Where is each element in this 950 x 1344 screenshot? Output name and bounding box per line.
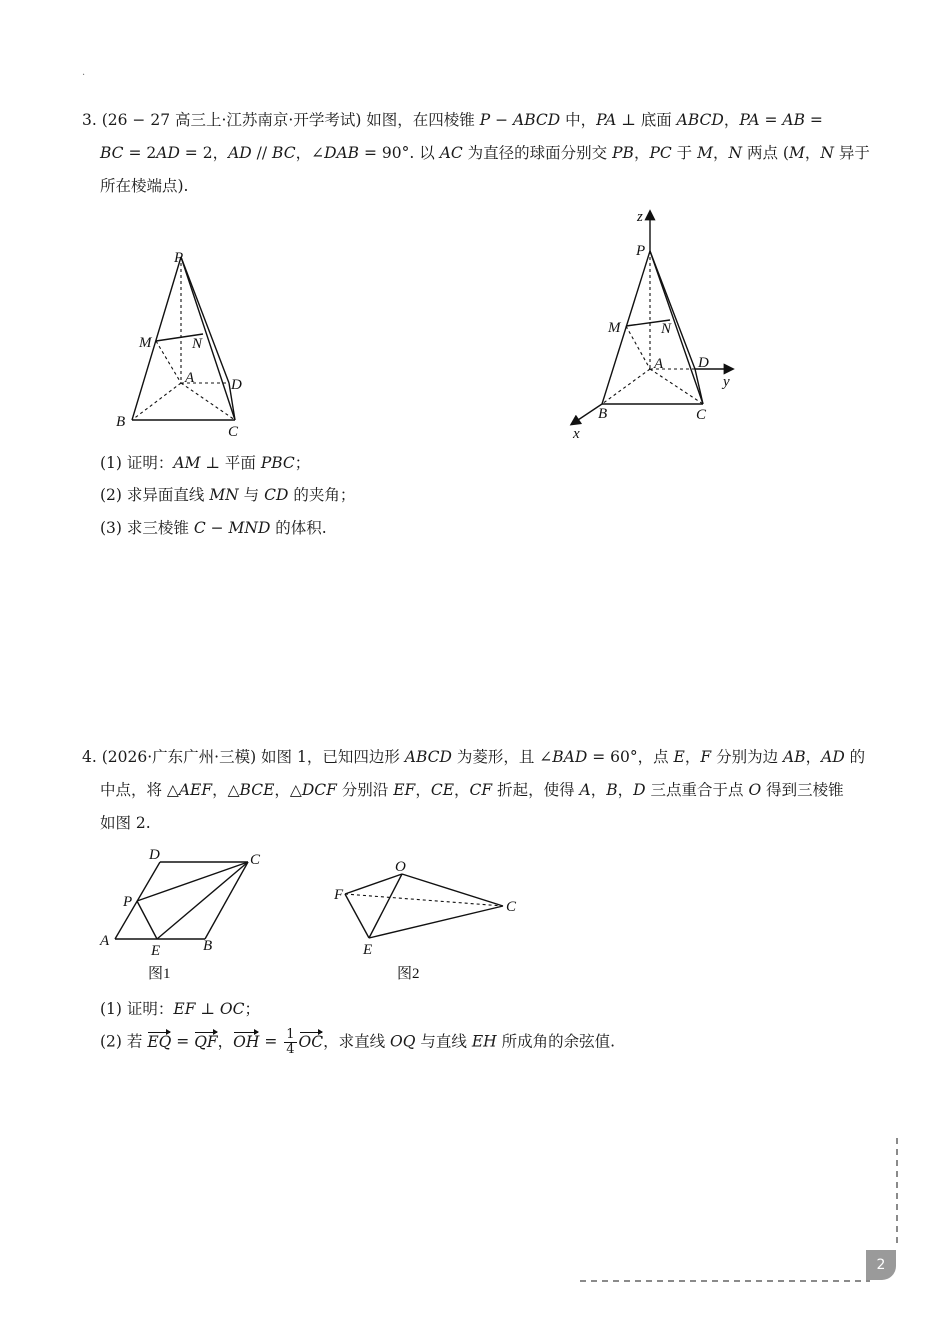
caption-figure-2: 图2 xyxy=(397,966,420,982)
text-run: = xyxy=(759,111,783,129)
text-run: ，△ xyxy=(212,781,240,799)
math-symbol: M xyxy=(788,144,805,162)
fraction-numerator: 1 xyxy=(286,1027,295,1042)
text-run: ， xyxy=(415,781,431,799)
text-run: 两点 ( xyxy=(742,144,789,162)
q4-subquestion-2 xyxy=(100,1028,615,1057)
math-symbol: OC xyxy=(219,1000,245,1018)
text-run: ⊥ xyxy=(195,1000,220,1018)
q4-sub2-sep: ， xyxy=(217,1032,234,1051)
q4-sub2-mid: ，求直线 xyxy=(323,1032,391,1051)
math-symbol: P − ABCD xyxy=(479,111,561,129)
math-symbol: F xyxy=(700,748,712,766)
math-symbol: CD xyxy=(264,486,289,504)
q3-line-1 xyxy=(82,104,882,137)
q3-subquestion-3 xyxy=(100,516,327,538)
text-run: 于 xyxy=(671,144,698,162)
q3-line-3 xyxy=(82,170,882,203)
line-OQ: OQ xyxy=(390,1032,416,1051)
question-3-stem xyxy=(82,104,882,203)
text-run: = 90°. 以 xyxy=(359,144,440,162)
text-run: ， xyxy=(454,781,470,799)
math-symbol: EF xyxy=(173,1000,196,1018)
text-run: 分别沿 xyxy=(336,781,394,799)
q3-subquestion-2 xyxy=(100,483,355,505)
label-D: D xyxy=(149,847,160,863)
text-run: 的 xyxy=(844,748,866,766)
text-run: ， xyxy=(712,144,729,162)
label-B: B xyxy=(116,414,126,430)
math-symbol: AD xyxy=(228,144,252,162)
text-run: 中， xyxy=(560,111,597,129)
math-symbol: PA xyxy=(596,111,617,129)
q3-subquestion-1 xyxy=(100,451,310,473)
math-symbol: AD xyxy=(821,748,845,766)
page-top-mark: · xyxy=(82,70,86,81)
text-run: = xyxy=(805,111,823,129)
label-A: A xyxy=(654,356,664,372)
page-number: 2 xyxy=(866,1250,896,1280)
q4-sub2-eq1: = xyxy=(171,1032,195,1051)
axis-y-label: y xyxy=(723,374,730,390)
math-symbol: AB xyxy=(783,748,806,766)
label-C: C xyxy=(250,852,261,868)
q3-figure-pyramid xyxy=(105,240,265,440)
text-run: (1) 证明： xyxy=(100,454,174,472)
label-C: C xyxy=(228,424,239,440)
text-run: 异于 xyxy=(833,144,870,162)
page-corner-decoration xyxy=(570,1130,910,1290)
math-symbol: PBC xyxy=(260,454,295,472)
label-N: N xyxy=(661,321,672,337)
label-P: P xyxy=(636,243,646,259)
math-symbol: PB xyxy=(612,144,634,162)
math-symbol: PA xyxy=(739,111,760,129)
text-run: (1) 证明： xyxy=(100,1000,174,1018)
label-P: P xyxy=(123,894,133,910)
math-symbol: ABCD xyxy=(676,111,724,129)
text-run: 中点，将 △ xyxy=(100,781,179,799)
q4-line-1 xyxy=(82,741,882,774)
text-run: = 60°，点 xyxy=(587,748,674,766)
text-run: 4. (2026·广东广州·三模) 如图 1，已知四边形 xyxy=(82,748,405,766)
q4-sub2-mid2: 与直线 xyxy=(415,1032,472,1051)
vector-OH: OH xyxy=(233,1032,260,1051)
label-F: F xyxy=(334,887,344,903)
q4-sub2-prefix: (2) 若 xyxy=(100,1032,148,1051)
fraction-one-quarter xyxy=(284,1028,296,1057)
q3-figure-coordinate xyxy=(560,200,750,445)
q4-line-2 xyxy=(82,774,882,807)
vector-QF: QF xyxy=(194,1032,218,1051)
text-run: 3. (26 − 27 高三上·江苏南京·开学考试) 如图，在四棱锥 xyxy=(82,111,480,129)
label-P: P xyxy=(174,250,184,266)
text-run: 的体积. xyxy=(270,519,327,537)
caption-figure-1: 图1 xyxy=(148,966,171,982)
label-B: B xyxy=(203,938,213,954)
axis-x-label: x xyxy=(573,426,580,442)
text-run: ⊥ 底面 xyxy=(616,111,677,129)
q4-figure-2-tetrahedron xyxy=(325,850,535,985)
text-run: ， xyxy=(805,748,822,766)
text-run: 如图 2. xyxy=(100,814,151,832)
label-E: E xyxy=(151,943,161,959)
label-D: D xyxy=(698,355,709,371)
question-4-stem xyxy=(82,741,882,840)
text-run: 三点重合于点 xyxy=(645,781,749,799)
line-EH: EH xyxy=(471,1032,497,1051)
text-run: ； xyxy=(294,454,311,472)
text-run: ， xyxy=(617,781,634,799)
text-run: ， xyxy=(633,144,650,162)
q4-line-3 xyxy=(82,807,882,840)
text-run: = 2 xyxy=(123,144,157,162)
math-symbol: PC xyxy=(649,144,672,162)
text-run: ， xyxy=(804,144,821,162)
label-M: M xyxy=(608,320,621,336)
q3-line-2 xyxy=(82,137,882,170)
label-E: E xyxy=(363,942,373,958)
text-run: ，△ xyxy=(274,781,302,799)
text-run: ⊥ 平面 xyxy=(200,454,261,472)
math-symbol: CF xyxy=(469,781,493,799)
math-symbol: BC xyxy=(272,144,296,162)
math-symbol: BC xyxy=(100,144,124,162)
q4-sub2-suffix: 所成角的余弦值. xyxy=(496,1032,616,1051)
label-N: N xyxy=(192,336,203,352)
math-symbol: DCF xyxy=(301,781,337,799)
math-symbol: BAD xyxy=(552,748,588,766)
text-run: 所在棱端点). xyxy=(100,177,189,195)
text-run: 得到三棱锥 xyxy=(761,781,844,799)
text-run: = 2， xyxy=(179,144,229,162)
math-symbol: A xyxy=(579,781,591,799)
text-run: ， xyxy=(590,781,607,799)
math-symbol: E xyxy=(673,748,685,766)
text-run: 分别为边 xyxy=(711,748,784,766)
label-M: M xyxy=(139,335,152,351)
math-symbol: D xyxy=(633,781,646,799)
math-symbol: C − MND xyxy=(193,519,271,537)
math-symbol: AEF xyxy=(178,781,213,799)
math-symbol: AC xyxy=(439,144,463,162)
text-run: ，∠ xyxy=(295,144,325,162)
text-run: ， xyxy=(684,748,701,766)
math-symbol: EF xyxy=(393,781,416,799)
math-symbol: N xyxy=(820,144,834,162)
text-run: (3) 求三棱锥 xyxy=(100,519,194,537)
math-symbol: MN xyxy=(209,486,239,504)
text-run: 折起，使得 xyxy=(492,781,580,799)
axis-z-label: z xyxy=(637,209,643,225)
q4-figure-1-rhombus xyxy=(95,840,275,985)
text-run: 为直径的球面分别交 xyxy=(462,144,613,162)
label-O: O xyxy=(395,859,406,875)
text-run: 为菱形，且 ∠ xyxy=(451,748,553,766)
label-C: C xyxy=(696,407,707,423)
text-run: ； xyxy=(244,1000,260,1018)
math-symbol: O xyxy=(748,781,762,799)
q4-sub2-eq2: = xyxy=(259,1032,283,1051)
text-run: // xyxy=(251,144,273,162)
math-symbol: AD xyxy=(156,144,180,162)
label-C: C xyxy=(506,899,517,915)
text-run: 的夹角； xyxy=(288,486,356,504)
math-symbol: DAB xyxy=(324,144,360,162)
text-run: (2) 求异面直线 xyxy=(100,486,210,504)
label-A: A xyxy=(185,370,195,386)
math-symbol: ABCD xyxy=(404,748,452,766)
label-A: A xyxy=(100,933,110,949)
label-D: D xyxy=(231,377,242,393)
text-run: ， xyxy=(723,111,740,129)
text-run: 与 xyxy=(238,486,265,504)
q4-subquestion-1 xyxy=(100,997,260,1019)
fraction-denominator: 4 xyxy=(286,1042,295,1057)
math-symbol: M xyxy=(697,144,713,162)
math-symbol: N xyxy=(728,144,743,162)
math-symbol: CE xyxy=(430,781,455,799)
math-symbol: AM xyxy=(173,454,201,472)
math-symbol: B xyxy=(606,781,618,799)
math-symbol: BCE xyxy=(239,781,275,799)
vector-OC: OC xyxy=(298,1032,324,1051)
math-symbol: AB xyxy=(782,111,805,129)
vector-EQ: EQ xyxy=(147,1032,172,1051)
label-B: B xyxy=(598,406,608,422)
